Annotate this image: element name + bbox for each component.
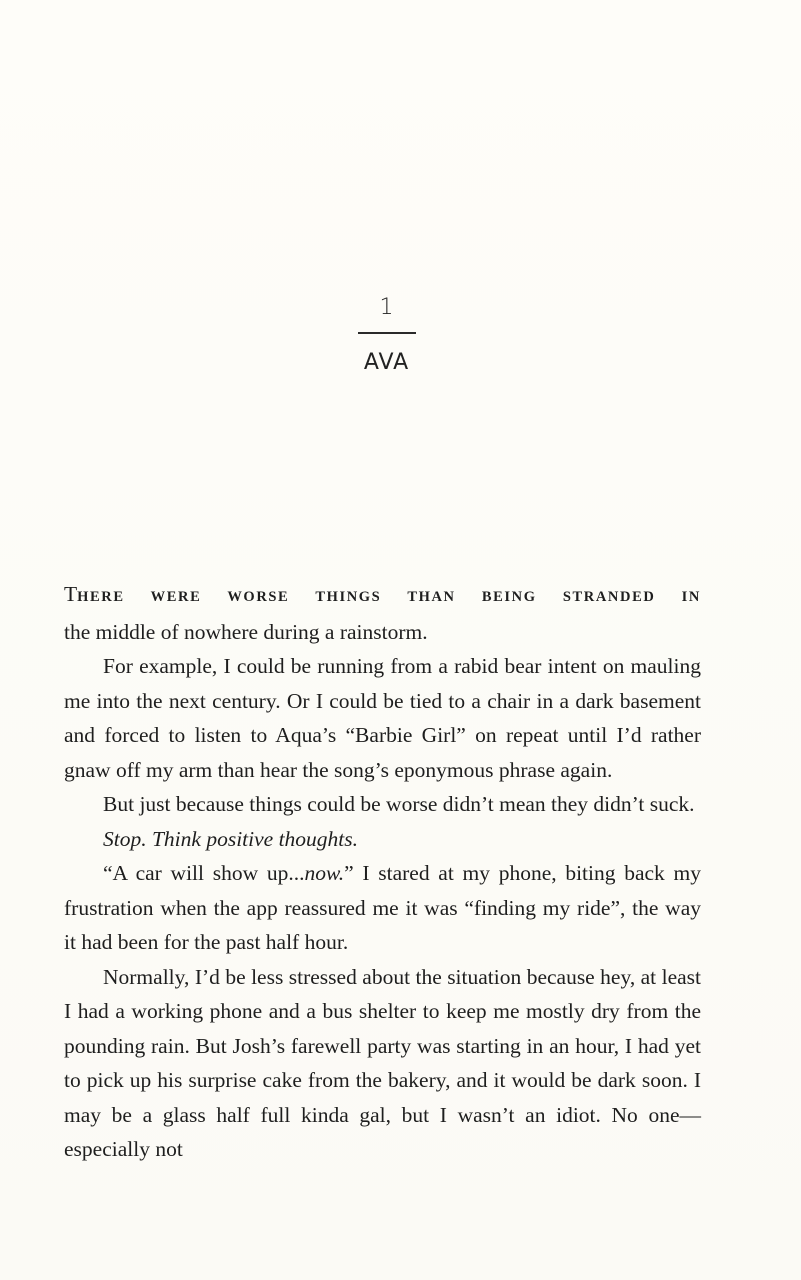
paragraph: But just because things could be worse didn’t mean they didn’t suck. [103,792,695,816]
body-text [64,577,701,1167]
dialogue-emphasis: now. [304,861,345,885]
opening-line [64,577,701,615]
opening-rest: the middle of nowhere during a rainstorm. [64,619,428,644]
chapter-divider [358,332,416,334]
opening-paragraph [64,577,701,649]
paragraph [64,856,701,960]
opening-small-caps: HERE WERE WORSE THINGS THAN BEING STRANDED IN [77,589,701,605]
chapter-title: AVA [363,349,410,375]
chapter-number: 1 [379,295,394,320]
italic-thought: Stop. Think positive thoughts. [103,826,359,851]
paragraph: For example, I could be running from a rabid bear intent on mauling me into the next century. Or I could be tied to a chair in a dark basement and forced to listen to Aqua’s “Barbie Girl” on repeat until I’d rather gnaw off my arm than hear the song’s eponymous phrase again. [64,654,701,782]
dialogue-end: ” I stared at my phone, biting back my frustration when the app reassured me it was “finding my ride”, the way it had been for the past half hour. [64,861,701,954]
dialogue-start: “A car will show up... [103,861,305,885]
opening-lead-letter: T [64,582,78,606]
paragraph: Normally, I’d be less stressed about the situation because hey, at least I had a working phone and a bus shelter to keep me mostly dry from the pounding rain. But Josh’s farewell party was starting in an hour, I had yet to pick up his surprise cake from the bakery, and it would be dark soon. I may be a glass half full kinda gal, but I wasn’t an idiot. No one—especially not [64,964,701,1161]
chapter-heading [0,290,773,378]
paragraph-italic [64,822,701,857]
